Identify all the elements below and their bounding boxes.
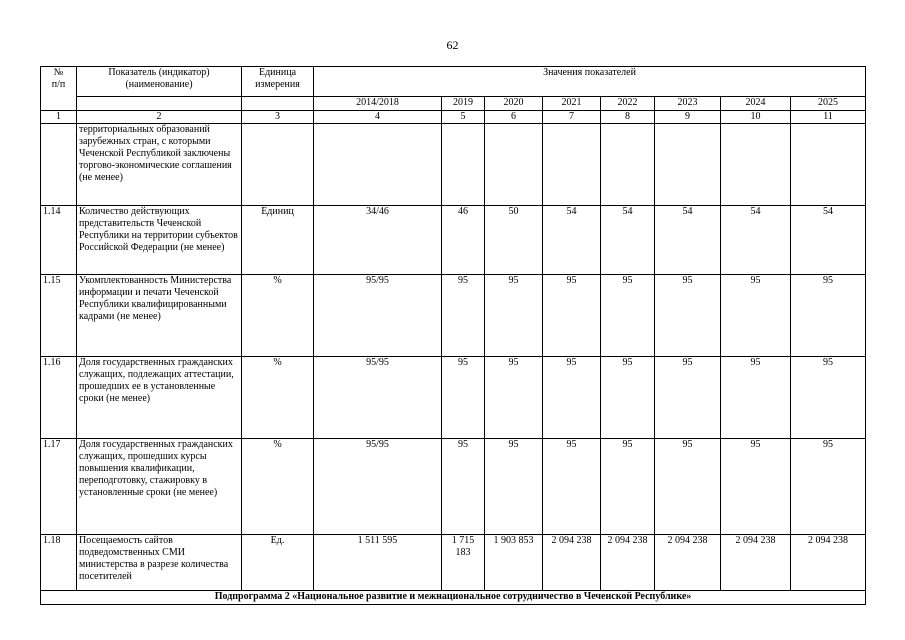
value-cell: 2 094 238	[721, 535, 791, 591]
column-number: 8	[601, 111, 655, 124]
value-cell: 54	[721, 206, 791, 275]
unit-cell: %	[242, 439, 314, 535]
value-cell: 54	[543, 206, 601, 275]
header-indicator: Показатель (индикатор) (наименование)	[77, 67, 242, 97]
value-cell: 46	[442, 206, 485, 275]
unit-cell: Единиц	[242, 206, 314, 275]
value-cell: 2 094 238	[543, 535, 601, 591]
column-number: 4	[314, 111, 442, 124]
header-unit-blank	[242, 97, 314, 111]
column-number: 3	[242, 111, 314, 124]
value-cell: 95	[791, 357, 866, 439]
value-cell: 54	[655, 206, 721, 275]
row-number	[41, 124, 77, 206]
year-header: 2014/2018	[314, 97, 442, 111]
value-cell: 95	[721, 439, 791, 535]
value-cell: 95	[543, 439, 601, 535]
value-cell: 95	[442, 357, 485, 439]
value-cell: 2 094 238	[655, 535, 721, 591]
value-cell: 95	[655, 275, 721, 357]
header-values: Значения показателей	[314, 67, 866, 97]
value-cell: 54	[791, 206, 866, 275]
header-row	[41, 67, 866, 97]
unit-cell: %	[242, 275, 314, 357]
header-indicator-blank	[77, 97, 242, 111]
value-cell: 95	[791, 275, 866, 357]
value-cell	[791, 124, 866, 206]
header-years-row	[41, 97, 866, 111]
value-cell: 95/95	[314, 275, 442, 357]
value-cell: 95	[655, 357, 721, 439]
column-number: 2	[77, 111, 242, 124]
subprogram-title: Подпрограмма 2 «Национальное развитие и межнациональное сотрудничество в Чеченской Республике»	[41, 591, 866, 605]
value-cell: 54	[601, 206, 655, 275]
subprogram-row	[41, 591, 866, 605]
page-number: 62	[446, 38, 459, 52]
year-header: 2021	[543, 97, 601, 111]
table-row	[41, 439, 866, 535]
column-number: 1	[41, 111, 77, 124]
table-row	[41, 206, 866, 275]
header-number: № п/п	[41, 67, 77, 111]
column-number: 7	[543, 111, 601, 124]
year-header: 2019	[442, 97, 485, 111]
column-number: 6	[485, 111, 543, 124]
value-cell: 95	[485, 357, 543, 439]
value-cell: 1 511 595	[314, 535, 442, 591]
value-cell: 95	[601, 357, 655, 439]
value-cell: 1 903 853	[485, 535, 543, 591]
unit-cell: Ед.	[242, 535, 314, 591]
year-header: 2024	[721, 97, 791, 111]
indicator-name: территориальных образований зарубежных стран, с которыми Чеченской Республикой заключены торгово-экономические соглашения (не менее)	[77, 124, 242, 206]
table-row	[41, 535, 866, 591]
value-cell: 95	[721, 275, 791, 357]
value-cell: 2 094 238	[601, 535, 655, 591]
indicator-name: Доля государственных гражданских служащих, подлежащих аттестации, прошедших ее в установленные сроки (не менее)	[77, 357, 242, 439]
table-row	[41, 275, 866, 357]
value-cell	[721, 124, 791, 206]
row-number: 1.18	[41, 535, 77, 591]
column-number-row	[41, 111, 866, 124]
value-cell	[543, 124, 601, 206]
value-cell: 50	[485, 206, 543, 275]
row-number: 1.16	[41, 357, 77, 439]
value-cell: 95	[485, 275, 543, 357]
indicator-name: Укомплектованность Министерства информации и печати Чеченской Республики квалифицированными кадрами (не менее)	[77, 275, 242, 357]
value-cell: 95	[655, 439, 721, 535]
indicator-name: Доля государственных гражданских служащих, прошедших курсы повышения квалификации, переподготовку, стажировку в установленные сроки (не менее)	[77, 439, 242, 535]
year-header: 2025	[791, 97, 866, 111]
row-number: 1.17	[41, 439, 77, 535]
value-cell: 1 715 183	[442, 535, 485, 591]
value-cell: 2 094 238	[791, 535, 866, 591]
value-cell: 95	[485, 439, 543, 535]
indicator-name: Посещаемость сайтов подведомственных СМИ министерства в разрезе количества посетителей	[77, 535, 242, 591]
year-header: 2023	[655, 97, 721, 111]
unit-cell: %	[242, 357, 314, 439]
year-header: 2020	[485, 97, 543, 111]
column-number: 10	[721, 111, 791, 124]
table-row	[41, 124, 866, 206]
value-cell: 95	[601, 275, 655, 357]
column-number: 5	[442, 111, 485, 124]
value-cell	[485, 124, 543, 206]
value-cell: 95	[442, 275, 485, 357]
value-cell	[655, 124, 721, 206]
column-number: 11	[791, 111, 866, 124]
column-number: 9	[655, 111, 721, 124]
indicator-name: Количество действующих представительств Чеченской Республики на территории субъектов Российской Федерации (не менее)	[77, 206, 242, 275]
year-header: 2022	[601, 97, 655, 111]
indicators-table	[40, 66, 866, 605]
value-cell	[442, 124, 485, 206]
value-cell: 95/95	[314, 439, 442, 535]
row-number: 1.14	[41, 206, 77, 275]
value-cell: 95	[721, 357, 791, 439]
value-cell: 34/46	[314, 206, 442, 275]
value-cell: 95	[543, 357, 601, 439]
table-row	[41, 357, 866, 439]
value-cell: 95	[791, 439, 866, 535]
value-cell	[314, 124, 442, 206]
header-unit: Единица измерения	[242, 67, 314, 97]
value-cell: 95	[601, 439, 655, 535]
value-cell: 95	[543, 275, 601, 357]
unit-cell	[242, 124, 314, 206]
value-cell: 95	[442, 439, 485, 535]
value-cell: 95/95	[314, 357, 442, 439]
value-cell	[601, 124, 655, 206]
row-number: 1.15	[41, 275, 77, 357]
